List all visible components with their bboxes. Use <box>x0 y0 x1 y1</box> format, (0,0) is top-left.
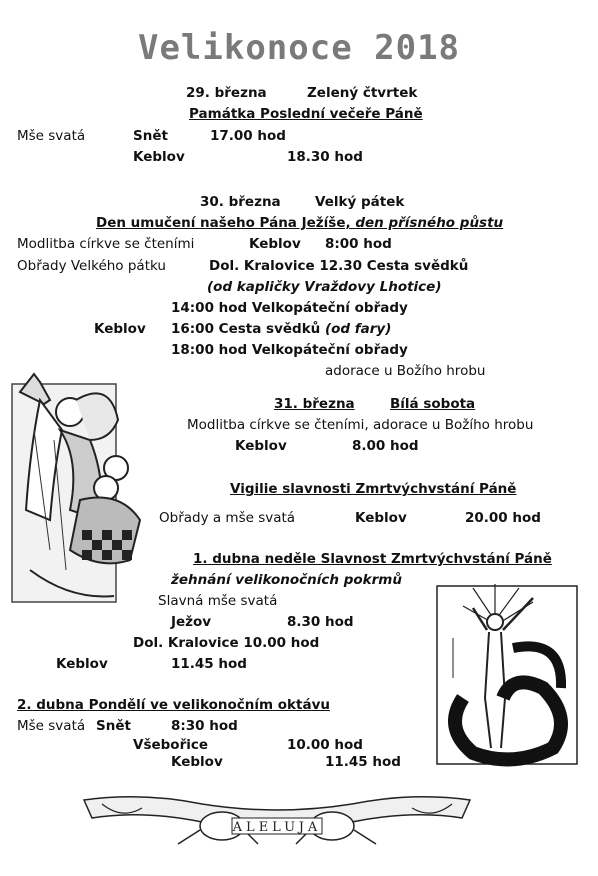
sunday-blessing: žehnání velikonočních pokrmů <box>171 572 402 588</box>
friday-prayer-label: Modlitba církve se čteními <box>17 236 195 252</box>
monday-place-2: Všebořice <box>133 737 209 753</box>
monday-time-2: 10.00 hod <box>287 737 363 753</box>
friday-line-2-main: 16:00 Cesta svědků <box>171 321 321 337</box>
vigil-title: Vigilie slavnosti Zmrtvýchvstání Páně <box>230 481 517 497</box>
monday-time-3: 11.45 hod <box>325 754 401 770</box>
saturday-day: Bílá sobota <box>390 396 476 412</box>
friday-line-2 <box>171 320 391 338</box>
monday-mass-label: Mše svatá <box>17 718 86 734</box>
friday-line-3: 18:00 hod Velkopáteční obřady <box>171 342 408 358</box>
vigil-time: 20.00 hod <box>465 510 541 526</box>
thursday-time-2: 18.30 hod <box>287 149 363 165</box>
friday-rites-note: (od kapličky Vraždovy Lhotice) <box>207 279 442 295</box>
vigil-label: Obřady a mše svatá <box>159 510 296 526</box>
friday-line-2-note: (od fary) <box>324 321 392 337</box>
aleluja-banner <box>82 790 472 848</box>
friday-prayer-time: 8:00 hod <box>325 236 392 252</box>
sunday-place-3: Keblov <box>56 656 108 672</box>
thursday-time-1: 17.00 hod <box>210 128 286 144</box>
sunday-time-1: 8.30 hod <box>287 614 354 630</box>
friday-subtitle-main: Den umučení našeho Pána Ježíše, <box>96 215 351 231</box>
monday-place-1: Snět <box>96 718 131 734</box>
angel-women-tomb-illustration <box>10 370 150 606</box>
saturday-time: 8.00 hod <box>352 438 419 454</box>
monday-title: 2. dubna Pondělí ve velikonočním oktávu <box>17 697 331 713</box>
sunday-mass-label: Slavná mše svatá <box>158 593 278 609</box>
thursday-place-1: Snět <box>133 128 168 144</box>
saturday-prayer: Modlitba církve se čteními, adorace u Božího hrobu <box>187 417 534 433</box>
thursday-day: Zelený čtvrtek <box>307 85 418 101</box>
monday-place-3: Keblov <box>171 754 223 770</box>
saturday-date: 31. března <box>274 396 355 412</box>
thursday-subtitle: Památka Poslední večeře Páně <box>189 106 423 122</box>
friday-line-1: 14:00 hod Velkopáteční obřady <box>171 300 408 316</box>
friday-prayer-place: Keblov <box>249 236 301 252</box>
sunday-time-3: 11.45 hod <box>171 656 247 672</box>
sunday-place-1: Ježov <box>171 614 212 630</box>
friday-adoration: adorace u Božího hrobu <box>325 363 486 379</box>
monday-time-1: 8:30 hod <box>171 718 238 734</box>
friday-keblov-place: Keblov <box>94 321 146 337</box>
friday-date: 30. března <box>200 194 281 210</box>
saturday-place: Keblov <box>235 438 287 454</box>
sunday-title: 1. dubna neděle Slavnost Zmrtvýchvstání Páně <box>193 551 552 567</box>
thursday-mass-label: Mše svatá <box>17 128 86 144</box>
vigil-place: Keblov <box>355 510 407 526</box>
friday-subtitle <box>96 214 503 232</box>
friday-day: Velký pátek <box>315 194 405 210</box>
friday-subtitle-italic: den přísného půstu <box>355 215 504 231</box>
risen-christ-illustration <box>433 578 583 768</box>
aleluja-text: ALELUJA <box>232 820 322 835</box>
thursday-place-2: Keblov <box>133 149 185 165</box>
sunday-row-2: Dol. Kralovice 10.00 hod <box>133 635 320 651</box>
page-title: Velikonoce 2018 <box>137 28 461 68</box>
thursday-date: 29. března <box>186 85 267 101</box>
friday-rites-label: Obřady Velkého pátku <box>17 258 166 274</box>
friday-rites-line: Dol. Kralovice 12.30 Cesta svědků <box>209 258 469 274</box>
